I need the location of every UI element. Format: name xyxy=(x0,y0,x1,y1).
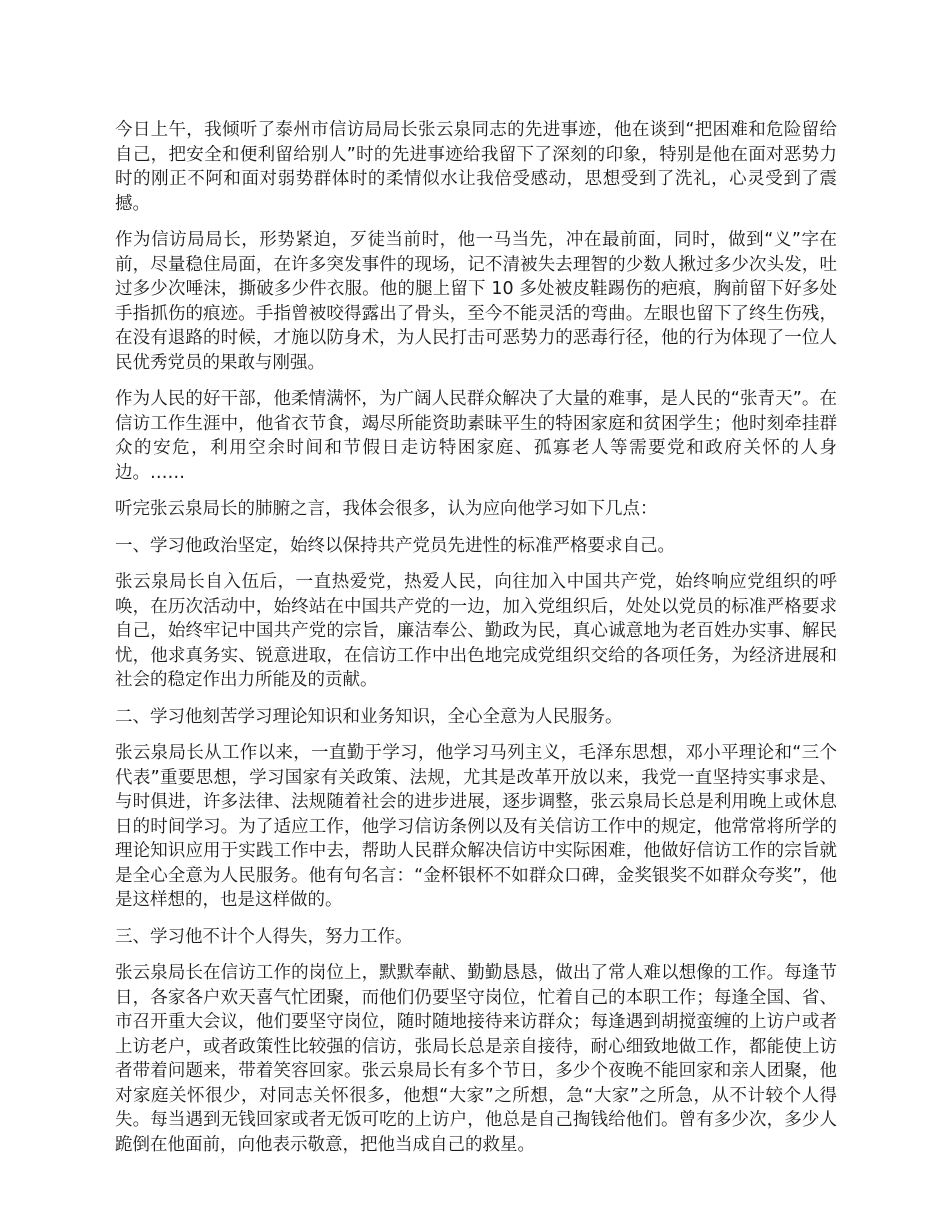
paragraph-lessons-intro: 听完张云泉局长的肺腑之言，我体会很多，认为应向他学习如下几点： xyxy=(115,499,658,519)
section-heading-1: 一、学习他政治坚定，始终以保持共产党员先进性的标准严格要求自己。 xyxy=(115,535,675,556)
section-heading-3: 三、学习他不计个人得失，努力工作。 xyxy=(115,926,413,947)
paragraph-bravery: 作为信访局局长，形势紧迫，歹徒当前时，他一马当先，冲在最前面，同时，做到“义”字在前，尽量稳住局面，在许多突发事件的现场，记不清被失去理智的少数人揪过多少次头发，吐过多少次唾沫，撕破多少件衣服。他的腿上留下 10 多处被皮鞋踢伤的疤痕，胸前留下好多处手指抓伤的痕迹。手指曾被咬得露出了骨头，至今不能灵活的弯曲。左眼也留下了终生伤残，在没有退路的时候，才施以防身术，为人民打击可恶势力的恶毒行径，他的行为体现了一位人民优秀党员的果敢与刚强。 xyxy=(115,230,837,373)
paragraph-section-3: 张云泉局长在信访工作的岗位上，默默奉献、勤勤恳恳，做出了常人难以想像的工作。每逢节日，各家各户欢天喜气忙团聚，而他们仍要坚守岗位，忙着自己的本职工作；每逢全国、省、市召开重大会议，他们要坚守岗位，随时随地接待来访群众；每逢遇到胡搅蛮缠的上访户或者上访老户，或者政策性比较强的信访，张局长总是亲自接待，耐心细致地做工作，都能使上访者带着问题来，带着笑容回家。张云泉局长有多个节日，多少个夜晚不能回家和亲人团聚，他对家庭关怀很少，对同志关怀很多，他想“大家”之所想，急“大家”之所急，从不计较个人得失。每当遇到无钱回家或者无饭可吃的上访户，他总是自己掏钱给他们。曾有多少次，多少人跪倒在他面前，向他表示敬意，把他当成自己的救星。 xyxy=(115,963,837,1155)
paragraph-intro: 今日上午，我倾听了泰州市信访局局长张云泉同志的先进事迹，他在谈到“把困难和危险留给自己，把安全和便利留给别人”时的先进事迹给我留下了深刻的印象，特别是他在面对恶势力时的刚正不阿和面对弱势群体时的柔情似水让我倍受感动，思想受到了洗礼，心灵受到了震撼。 xyxy=(115,120,837,214)
paragraph-compassion: 作为人民的好干部，他柔情满怀，为广阔人民群众解决了大量的难事，是人民的“张青天”。在信访工作生涯中，他省衣节食，竭尽所能资助素昧平生的特困家庭和贫困学生；他时刻牵挂群众的安危，利用空余时间和节假日走访特困家庭、孤寡老人等需要党和政府关怀的人身边。…… xyxy=(115,389,837,483)
section-heading-2: 二、学习他刻苦学习理论知识和业务知识，全心全意为人民服务。 xyxy=(115,706,623,727)
document-body xyxy=(115,118,837,1169)
paragraph-section-1: 张云泉局长自入伍后，一直热爱党，热爱人民，向往加入中国共产党，始终响应党组织的呼唤，在历次活动中，始终站在中国共产党的一边，加入党组织后，处处以党员的标准严格要求自己，始终牢记中国共产党的宗旨，廉洁奉公、勤政为民，真心诚意地为老百姓办实事、解民忧，他求真务实、锐意进取，在信访工作中出色地完成党组织交给的各项任务，为经济进展和社会的稳定作出力所能及的贡献。 xyxy=(115,572,837,690)
paragraph-section-2: 张云泉局长从工作以来，一直勤于学习，他学习马列主义，毛泽东思想，邓小平理论和“三个代表”重要思想，学习国家有关政策、法规，尤其是改革开放以来，我党一直坚持实事求是、与时俱进，许多法律、法规随着社会的进步进展，逐步调整，张云泉局长总是利用晚上或休息日的时间学习。为了适应工作，他学习信访条例以及有关信访工作中的规定，他常常将所学的理论知识应用于实践工作中去，帮助人民群众解决信访中实际困难，他做好信访工作的宗旨就是全心全意为人民服务。他有句名言：“金杯银杯不如群众口碑，金奖银奖不如群众夸奖”，他是这样想的，也是这样做的。 xyxy=(115,743,837,910)
